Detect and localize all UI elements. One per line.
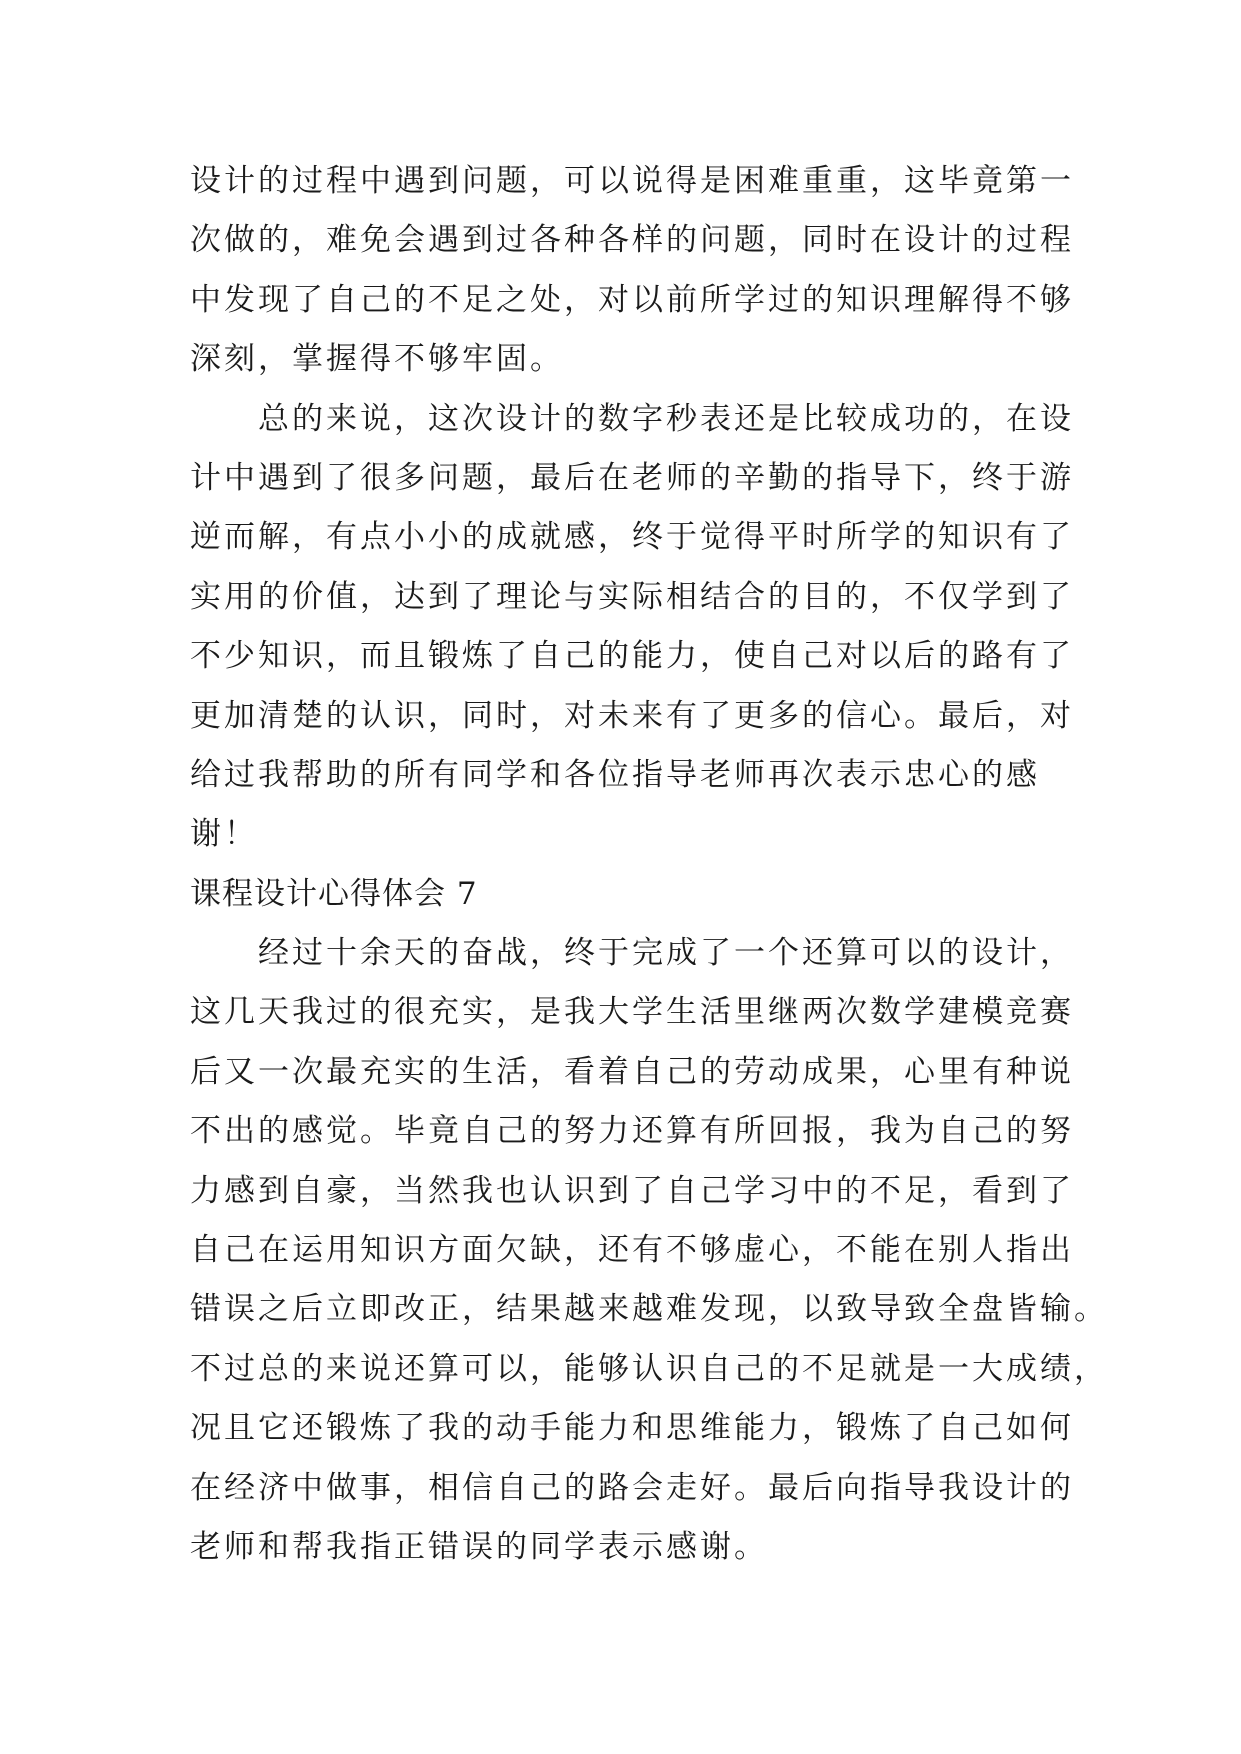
paragraph-line: 后又一次最充实的生活，看着自己的劳动成果，心里有种说 — [190, 1053, 1074, 1090]
paragraph-line: 深刻，掌握得不够牢固。 — [190, 341, 564, 378]
paragraph-line: 错误之后立即改正，结果越来越难发现，以致导致全盘皆输。 — [190, 1291, 1108, 1328]
paragraph-line: 不少知识，而且锻炼了自己的能力，使自己对以后的路有了 — [190, 638, 1074, 675]
paragraph-line: 老师和帮我指正错误的同学表示感谢。 — [190, 1528, 768, 1565]
paragraph-3 — [190, 924, 1108, 1577]
paragraph-line: 更加清楚的认识，同时，对未来有了更多的信心。最后，对 — [190, 697, 1074, 734]
paragraph-line: 这几天我过的很充实，是我大学生活里继两次数学建模竞赛 — [190, 994, 1074, 1031]
paragraph-line: 力感到自豪，当然我也认识到了自己学习中的不足，看到了 — [190, 1172, 1074, 1209]
document-body — [190, 152, 1108, 1577]
paragraph-line: 设计的过程中遇到问题，可以说得是困难重重，这毕竟第一 — [190, 163, 1074, 199]
paragraph-line: 不过总的来说还算可以，能够认识自己的不足就是一大成绩， — [190, 1350, 1108, 1387]
paragraph-2 — [190, 390, 1074, 865]
paragraph-line: 逆而解，有点小小的成就感，终于觉得平时所学的知识有了 — [190, 519, 1074, 556]
paragraph-line: 不出的感觉。毕竟自己的努力还算有所回报，我为自己的努 — [190, 1113, 1074, 1150]
section-heading: 课程设计心得体会 7 — [190, 875, 478, 912]
paragraph-1 — [190, 152, 1074, 390]
paragraph-first-line: 经过十余天的奋战，终于完成了一个还算可以的设计， — [258, 935, 1074, 972]
paragraph-line: 给过我帮助的所有同学和各位指导老师再次表示忠心的感 — [190, 756, 1040, 793]
paragraph-line: 况且它还锻炼了我的动手能力和思维能力，锻炼了自己如何 — [190, 1410, 1074, 1447]
paragraph-line: 计中遇到了很多问题，最后在老师的辛勤的指导下，终于游 — [190, 459, 1074, 496]
paragraph-line: 次做的，难免会遇到过各种各样的问题，同时在设计的过程 — [190, 222, 1074, 259]
paragraph-line: 谢！ — [190, 816, 258, 853]
paragraph-line: 自己在运用知识方面欠缺，还有不够虚心，不能在别人指出 — [190, 1232, 1074, 1269]
paragraph-line: 实用的价值，达到了理论与实际相结合的目的，不仅学到了 — [190, 578, 1074, 615]
paragraph-line: 在经济中做事，相信自己的路会走好。最后向指导我设计的 — [190, 1469, 1074, 1506]
paragraph-line: 中发现了自己的不足之处，对以前所学过的知识理解得不够 — [190, 281, 1074, 318]
paragraph-first-line: 总的来说，这次设计的数字秒表还是比较成功的，在设 — [258, 400, 1074, 437]
